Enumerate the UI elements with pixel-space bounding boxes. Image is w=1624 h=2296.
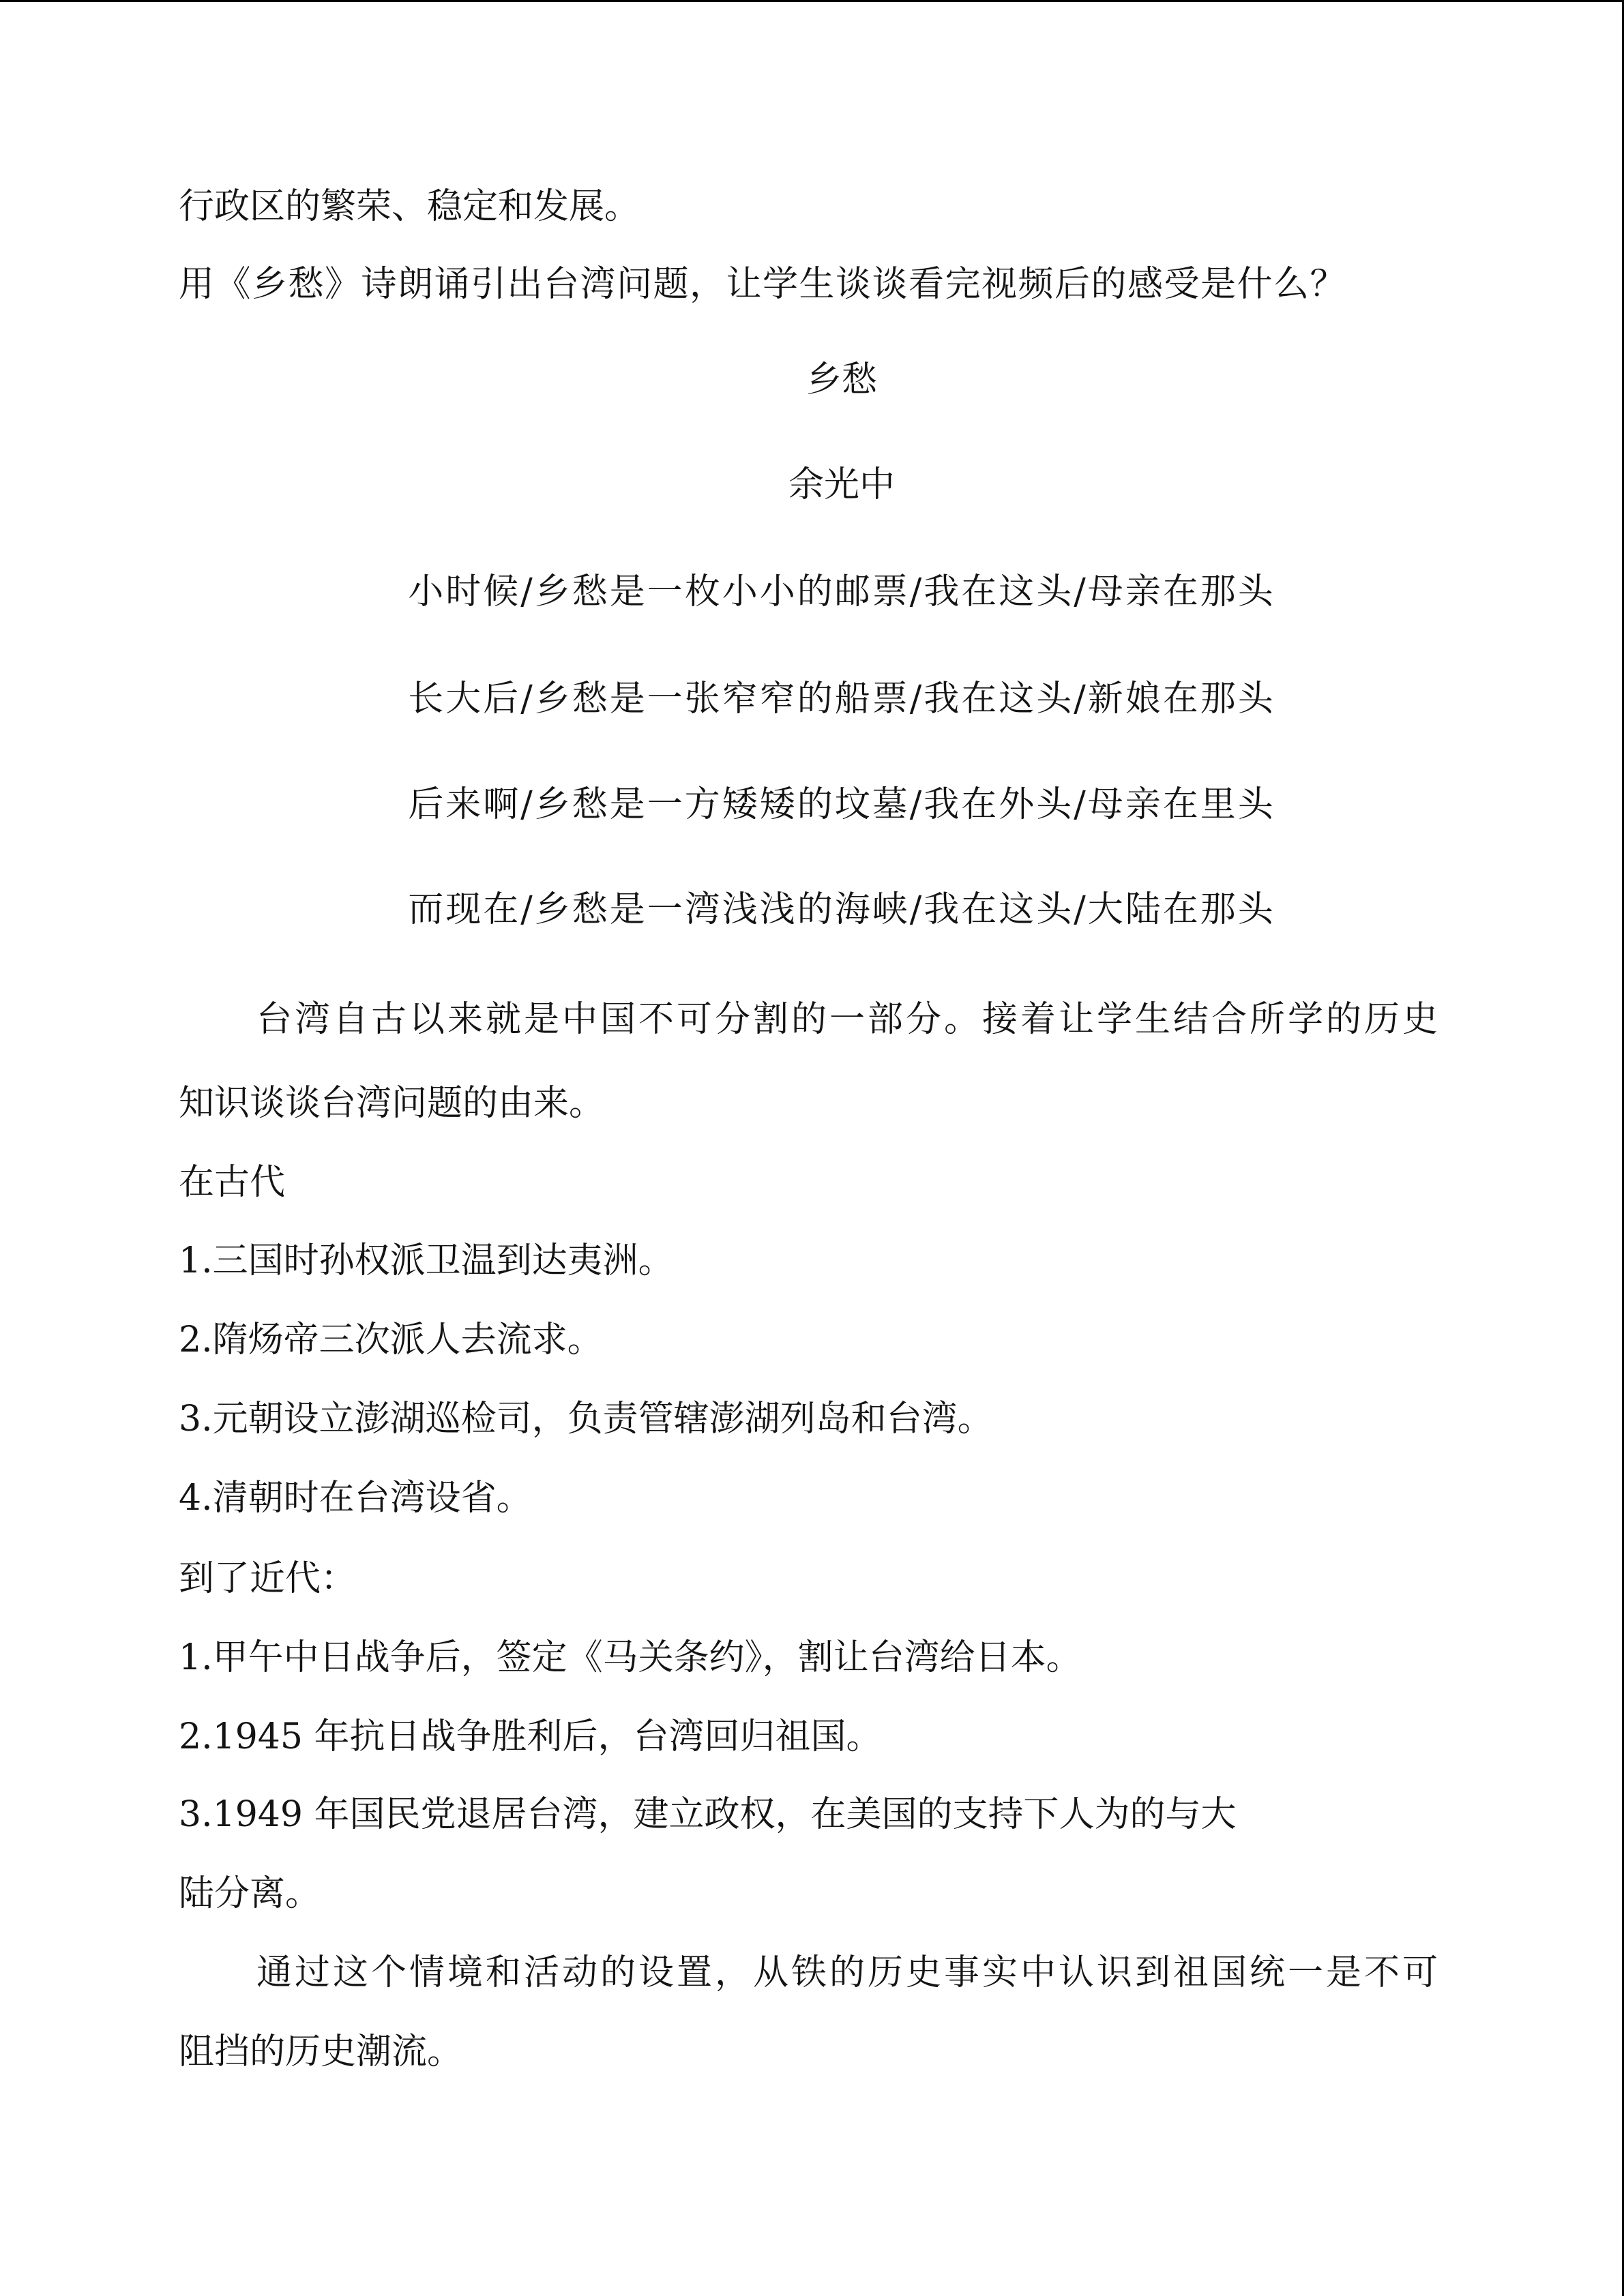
ancient-heading: 在古代 xyxy=(179,1162,286,1203)
poem-author: 余光中 xyxy=(788,464,895,505)
poem-line: 小时候/乡愁是一枚小小的邮票/我在这头/母亲在那头 xyxy=(408,571,1275,612)
intro-line-2: 用《乡愁》诗朗诵引出台湾问题，让学生谈谈看完视频后的感受是什么？ xyxy=(179,264,1347,305)
modern-item: 3.1949 年国民党退居台湾，建立政权，在美国的支持下人为的与大 xyxy=(179,1794,1237,1835)
modern-item: 1.甲午中日战争后，签定《马关条约》，割让台湾给日本。 xyxy=(179,1637,1082,1678)
intro-line-1: 行政区的繁荣、稳定和发展。 xyxy=(179,186,640,227)
modern-heading: 到了近代： xyxy=(179,1558,357,1599)
ancient-item: 4.清朝时在台湾设省。 xyxy=(179,1478,532,1519)
ancient-item: 1.三国时孙权派卫温到达夷洲。 xyxy=(179,1240,674,1281)
ancient-item: 2.隋炀帝三次派人去流求。 xyxy=(179,1320,603,1360)
modern-item: 2.1945 年抗日战争胜利后，台湾回归祖国。 xyxy=(179,1716,882,1757)
poem-line: 长大后/乡愁是一张窄窄的船票/我在这头/新娘在那头 xyxy=(408,679,1275,719)
ancient-item: 3.元朝设立澎湖巡检司，负责管辖澎湖列岛和台湾。 xyxy=(179,1399,993,1440)
poem-line: 后来啊/乡愁是一方矮矮的坟墓/我在外头/母亲在里头 xyxy=(408,784,1275,825)
poem-title: 乡愁 xyxy=(806,359,877,400)
conclusion-line: 通过这个情境和活动的设置，从铁的历史事实中认识到祖国统一是不可 xyxy=(256,1952,1441,1993)
taiwan-paragraph-line: 台湾自古以来就是中国不可分割的一部分。接着让学生结合所学的历史 xyxy=(256,999,1441,1040)
poem-line: 而现在/乡愁是一湾浅浅的海峡/我在这头/大陆在那头 xyxy=(408,889,1275,930)
taiwan-paragraph-line: 知识谈谈台湾问题的由来。 xyxy=(179,1083,605,1124)
modern-item-continuation: 陆分离。 xyxy=(179,1873,321,1914)
conclusion-line: 阻挡的历史潮流。 xyxy=(179,2031,463,2072)
